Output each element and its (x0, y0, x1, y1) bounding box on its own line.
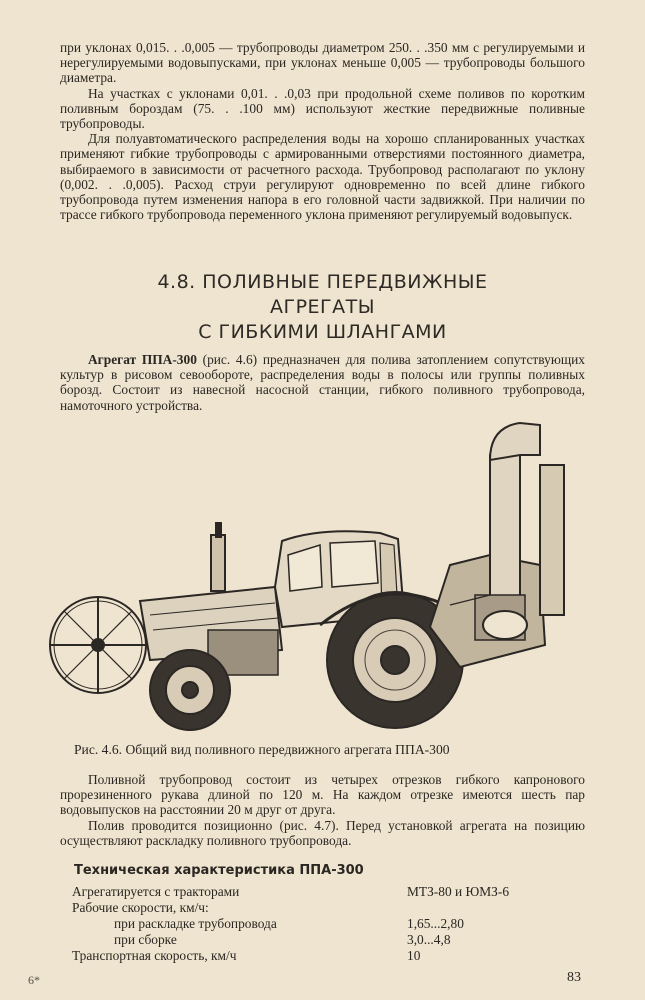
signature-mark: 6* (28, 973, 40, 987)
spec-label: Агрегатируется с тракторами (72, 884, 240, 899)
paragraph-watering: Полив проводится позиционно (рис. 4.7). Перед установкой агрегата на позицию осуществляют раскладку поливного трубопровода. (60, 817, 585, 848)
spec-value: 1,65...2,80 (407, 916, 464, 931)
section-heading-line-1: 4.8. ПОЛИВНЫЕ ПЕРЕДВИЖНЫЕ (157, 271, 488, 293)
aggregate-name: Агрегат ППА-300 (88, 352, 197, 367)
spec-value: МТЗ-80 и ЮМЗ-6 (407, 884, 510, 899)
paragraph-2: На участках с уклонами 0,01. . .0,03 при продольной схеме поливов по коротким поливным бороздам (75. . .100 мм) используют жесткие передвижные поливные трубопроводы. (60, 85, 585, 132)
section-heading (0, 270, 645, 345)
spec-row (72, 932, 592, 948)
spec-label: при раскладке трубопровода (114, 916, 277, 931)
after-figure-text (60, 772, 585, 848)
paragraph-3: Для полуавтоматического распределения воды на хорошо спланированных участках применяют гибкие трубопроводы с армированными отверстиями постоянного диаметра, выбираемого в зависимости от расчетного расхода. Трубопровод располагают по уклону (0,002. . .0,005). Расход струи регулируют одновременно по всей длине гибкого трубопровода путем изменения напора в его головной части задвижкой. При наличии по трассе гибкого трубопровода переменного уклона применяют регулируемый водовыпуск. (60, 131, 585, 223)
intro-text-block (60, 40, 585, 222)
spec-title: Техническая характеристика ППА-300 (74, 863, 364, 878)
spec-row (72, 948, 592, 964)
spec-row (72, 916, 592, 932)
paragraph-pipeline: Поливной трубопровод состоит из четырех отрезков гибкого капронового прорезиненного рукава длиной по 120 м. На каждом отрезке имеются шесть пар водовыпусков на расстоянии 20 м друг от друга. (60, 772, 585, 818)
spec-label: Транспортная скорость, км/ч (72, 948, 237, 963)
spec-value: 10 (407, 948, 421, 963)
paragraph-1: при уклонах 0,015. . .0,005 — трубопроводы диаметром 250. . .350 мм с регулируемыми и нерегулируемыми водовыпусками, при уклонах меньше 0,005 — трубопроводы большого диаметра. (60, 40, 585, 86)
front-wheel (150, 650, 230, 730)
page-number: 83 (567, 970, 581, 985)
tractor-figure (20, 415, 620, 745)
spec-label: Рабочие скорости, км/ч: (72, 900, 209, 915)
spec-value: 3,0...4,8 (407, 932, 451, 947)
spec-row (72, 884, 592, 900)
spec-label: при сборке (114, 932, 177, 947)
pump-station (430, 423, 564, 667)
aggregate-paragraph (60, 352, 585, 413)
section-heading-line-3: С ГИБКИМИ ШЛАНГАМИ (198, 321, 447, 343)
spec-row (72, 900, 592, 916)
aggregate-description: (рис. 4.6) предназначен для полива затоплением сопутствующих культур в рисовом севообороте, распределения воды в полосы или группы поливных борозд. Состоит из навесной насосной станции, гибкого поливного трубопровода, намоточного устройства. (60, 352, 586, 413)
hose-reel (50, 597, 146, 693)
figure-caption: Рис. 4.6. Общий вид поливного передвижного агрегата ППА-300 (74, 742, 450, 757)
section-heading-line-2: АГРЕГАТЫ (269, 296, 375, 318)
